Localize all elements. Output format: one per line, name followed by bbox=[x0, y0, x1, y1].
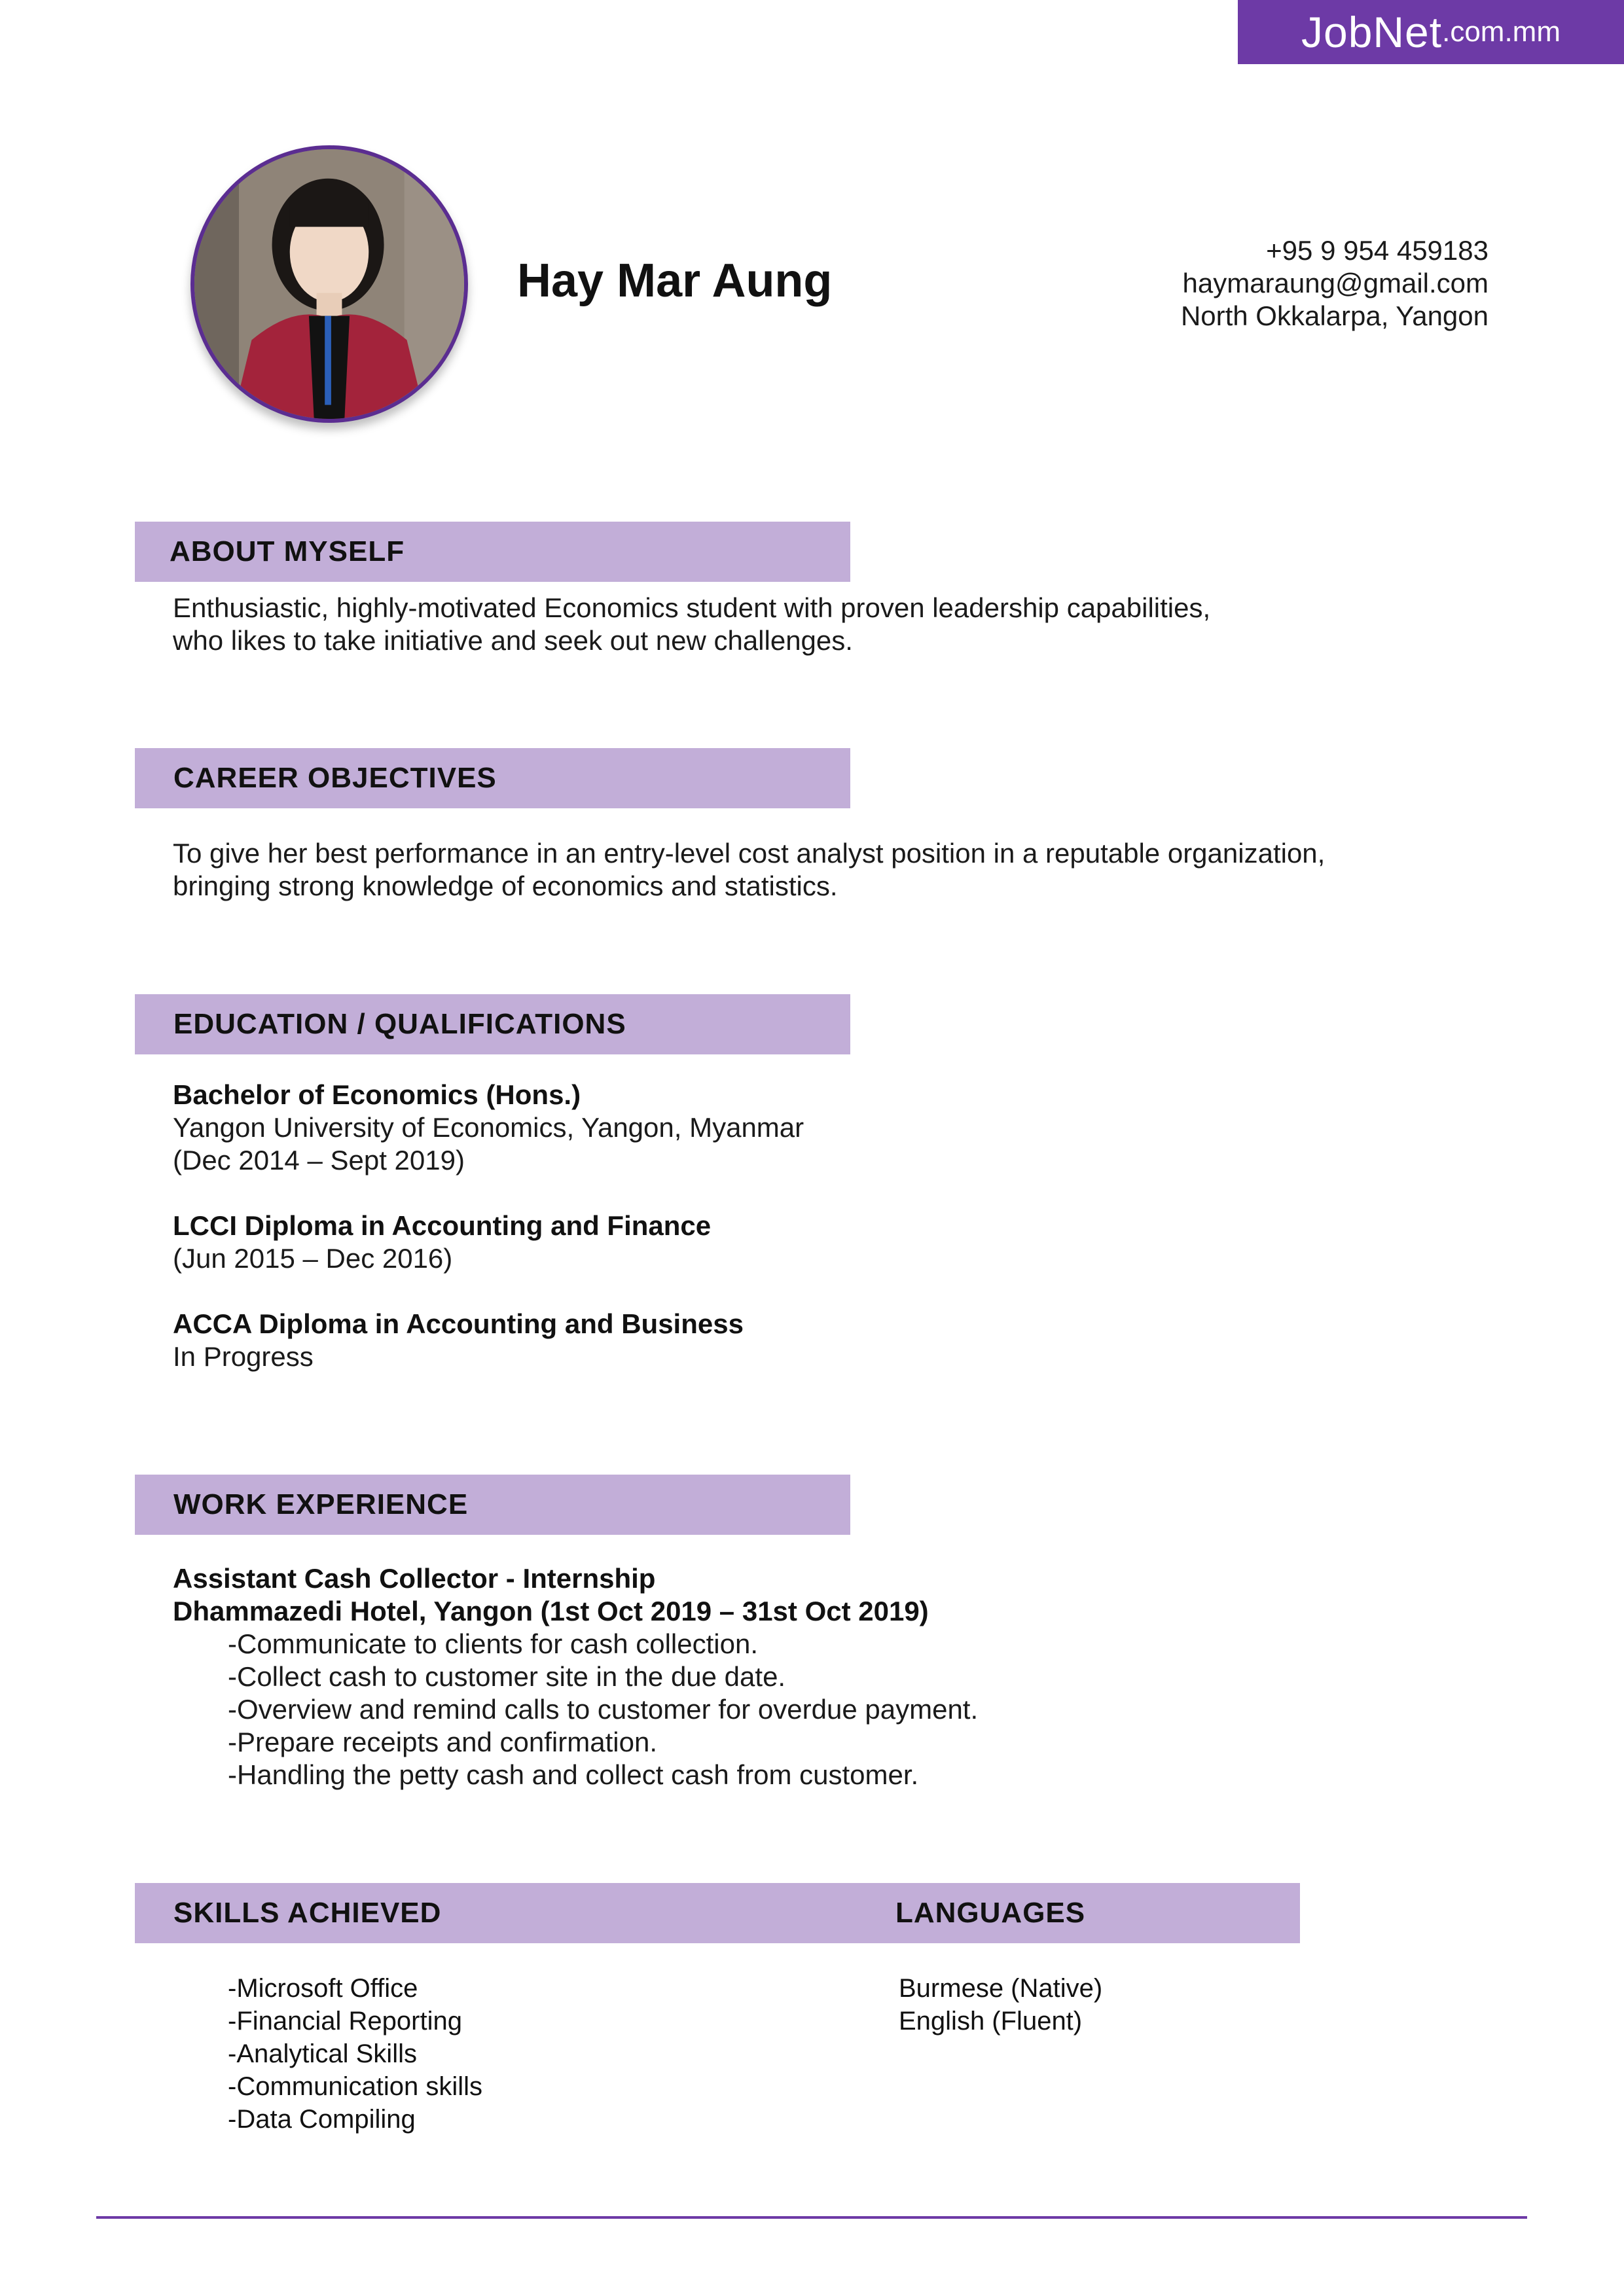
education-period: (Dec 2014 – Sept 2019) bbox=[173, 1145, 465, 1175]
work-entry bbox=[173, 1562, 978, 1791]
education-degree: ACCA Diploma in Accounting and Business bbox=[173, 1308, 744, 1339]
work-duty: -Collect cash to customer site in the due date. bbox=[228, 1661, 786, 1692]
section-title-languages: LANGUAGES bbox=[895, 1897, 1086, 1929]
career-line: To give her best performance in an entry-level cost analyst position in a reputable organization, bbox=[173, 838, 1326, 869]
work-duty: -Communicate to clients for cash collection. bbox=[228, 1628, 758, 1659]
skill-item: -Data Compiling bbox=[228, 2105, 416, 2134]
skill-item: -Financial Reporting bbox=[228, 2007, 462, 2036]
education-item bbox=[173, 1308, 804, 1373]
about-line: Enthusiastic, highly-motivated Economics student with proven leadership capabilities, bbox=[173, 592, 1211, 623]
language-item: Burmese (Native) bbox=[899, 1974, 1103, 2003]
section-title-education: EDUCATION / QUALIFICATIONS bbox=[173, 1008, 626, 1040]
brand-badge bbox=[1238, 0, 1624, 64]
education-item bbox=[173, 1079, 804, 1177]
brand-domain: .com.mm bbox=[1442, 16, 1561, 48]
languages-list bbox=[899, 1972, 1102, 2037]
skill-item: -Microsoft Office bbox=[228, 1974, 418, 2003]
contact-block bbox=[1181, 234, 1489, 332]
home-address: North Okkalarpa, Yangon bbox=[1180, 300, 1489, 331]
profile-photo-illustration bbox=[194, 149, 464, 419]
section-title-about: ABOUT MYSELF bbox=[170, 535, 405, 567]
work-duty: -Overview and remind calls to customer for overdue payment. bbox=[228, 1694, 979, 1725]
education-item bbox=[173, 1210, 804, 1275]
section-title-work: WORK EXPERIENCE bbox=[173, 1488, 469, 1520]
about-section-header bbox=[135, 522, 850, 582]
work-duty: -Prepare receipts and confirmation. bbox=[228, 1727, 657, 1757]
footer-divider bbox=[96, 2216, 1527, 2219]
skills-languages-header bbox=[135, 1883, 1300, 1943]
education-section-header bbox=[135, 994, 850, 1054]
skill-item: -Communication skills bbox=[228, 2072, 482, 2101]
section-title-skills: SKILLS ACHIEVED bbox=[173, 1897, 442, 1929]
about-text bbox=[173, 592, 1210, 657]
section-title-career: CAREER OBJECTIVES bbox=[173, 762, 497, 794]
work-role: Assistant Cash Collector - Internship bbox=[173, 1563, 656, 1594]
skills-list bbox=[228, 1972, 482, 2136]
career-line: bringing strong knowledge of economics and statistics. bbox=[173, 870, 838, 901]
work-section-header bbox=[135, 1475, 850, 1535]
about-line: who likes to take initiative and seek out new challenges. bbox=[173, 625, 853, 656]
education-degree: LCCI Diploma in Accounting and Finance bbox=[173, 1210, 712, 1241]
email-address: haymaraung@gmail.com bbox=[1182, 268, 1489, 298]
work-employer: Dhammazedi Hotel, Yangon (1st Oct 2019 – 31st Oct 2019) bbox=[173, 1596, 929, 1626]
phone-number: +95 9 954 459183 bbox=[1266, 235, 1489, 266]
education-period: (Jun 2015 – Dec 2016) bbox=[173, 1243, 453, 1274]
career-text bbox=[173, 837, 1325, 903]
education-list bbox=[173, 1079, 804, 1373]
education-period: In Progress bbox=[173, 1341, 314, 1372]
education-degree: Bachelor of Economics (Hons.) bbox=[173, 1079, 581, 1110]
profile-photo bbox=[190, 145, 468, 423]
skill-item: -Analytical Skills bbox=[228, 2039, 417, 2068]
language-item: English (Fluent) bbox=[899, 2007, 1083, 2036]
education-institution: Yangon University of Economics, Yangon, Myanmar bbox=[173, 1112, 804, 1143]
career-section-header bbox=[135, 748, 850, 808]
brand-name: JobNet bbox=[1301, 8, 1443, 56]
candidate-name: Hay Mar Aung bbox=[517, 255, 833, 307]
work-duty: -Handling the petty cash and collect cash from customer. bbox=[228, 1759, 919, 1790]
